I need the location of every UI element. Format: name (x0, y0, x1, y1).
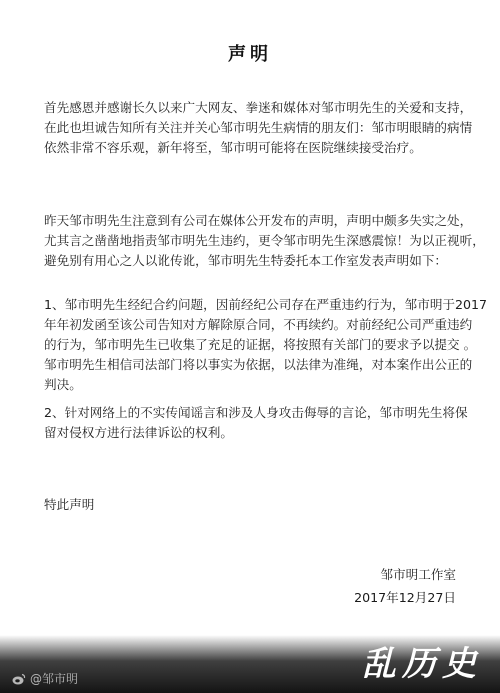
text-line: 避免别有用心之人以讹传讹，邹市明先生特委托本工作室发表声明如下： (44, 253, 447, 268)
text-line: 在此也坦诚告知所有关注并关心邹市明先生病情的朋友们：邹市明眼睛的病情 (44, 120, 473, 135)
paragraph-response (44, 211, 485, 271)
paragraph-legal-rights (44, 403, 469, 443)
closing-statement: 特此声明 (44, 497, 95, 512)
text-line: 昨天邹市明先生注意到有公司在媒体公开发布的声明，声明中颇多失实之处， (44, 213, 473, 228)
document-title: 声明 (228, 44, 272, 65)
text-line: 的行为，邹市明先生已收集了充足的证据，将按照有关部门的要求予以提交 。 (44, 337, 477, 352)
watermark-logo: 乱历史 (362, 644, 482, 684)
text-line: 尤其言之凿凿地指责邹市明先生违约，更令邹市明先生深感震惊！为以正视听， (44, 233, 485, 248)
text-line: 依然非常不容乐观，新年将至，邹市明可能将在医院继续接受治疗。 (44, 140, 422, 155)
text-line: 判决。 (44, 377, 82, 392)
paragraph-contract-issue (44, 295, 488, 395)
text-line: 年年初发函至该公司告知对方解除原合同，不再续约。对前经纪公司严重违约 (44, 317, 473, 332)
paragraph-gratitude (44, 98, 473, 158)
weibo-attribution (12, 670, 78, 687)
signature-date: 2017年12月27日 (354, 590, 456, 605)
signature-name: 邹市明工作室 (380, 567, 456, 582)
weibo-icon (12, 673, 26, 685)
text-line: 1、邹市明先生经纪合约问题，因前经纪公司存在严重违约行为，邹市明于2017 (44, 297, 488, 312)
text-line: 2、针对网络上的不实传闻谣言和涉及人身攻击侮辱的言论，邹市明先生将保 (44, 405, 468, 420)
text-line: 邹市明先生相信司法部门将以事实为依据，以法律为准绳，对本案作出公正的 (44, 357, 473, 372)
text-line: 留对侵权方进行法律诉讼的权利。 (44, 425, 233, 440)
weibo-handle: @邹市明 (30, 672, 79, 686)
text-line: 首先感恩并感谢长久以来广大网友、拳迷和媒体对邹市明先生的关爱和支持， (44, 100, 473, 115)
footer-bar (0, 635, 500, 693)
